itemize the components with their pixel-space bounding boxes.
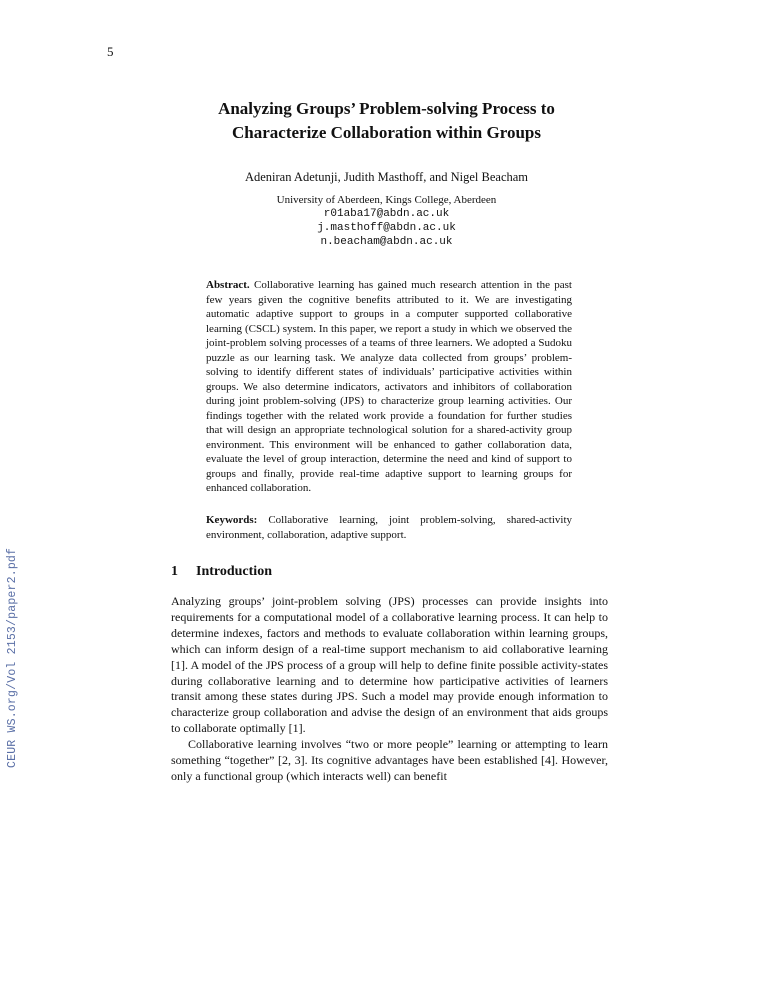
paper-title-line-2: Characterize Collaboration within Groups: [232, 123, 541, 142]
page-number: 5: [107, 44, 114, 59]
section-title: Introduction: [196, 564, 272, 579]
institution: University of Aberdeen, Kings College, Aberdeen: [276, 194, 497, 206]
abstract-text: Collaborative learning has gained much research attention in the past few years given the cognitive benefits attributed to it. We are investigating automatic adaptive support to groups in a computer supported collaborative learning (CSCL) system. In this paper, we report a study in which we observed the joint-problem solving processes of a teams of three learners. We adopted a Sudoku puzzle as our learning task. We analyze data collected from groups’ problem-solving to identify different states of individuals’ participative activities within groups. We also determine indicators, activators and inhibitors of collaboration during joint problem-solving (JPS) to characterize group learning activities. Our findings together with the related work provide a foundation for further studies that will design an appropriate technological solution for a shared-activity group environment. This environment will be enhanced to gather collaboration data, evaluate the level of group interaction, determine the need and kind of support to groups and finally, provide real-time adaptive support to learning groups for enhanced collaboration.: [206, 279, 572, 494]
keywords: [206, 513, 572, 542]
section-heading: [171, 564, 272, 580]
paper-title-line-1: Analyzing Groups’ Problem-solving Process to: [218, 99, 555, 118]
section-number: 1: [171, 564, 178, 579]
paragraph: Collaborative learning involves “two or more people” learning or attempting to learn something “together” [2, 3]. Its cognitive advantages have been established [4]. However, only a functional group (which interacts well) can benefit: [171, 737, 608, 783]
affiliation: [0, 193, 773, 249]
author-email: n.beacham@abdn.ac.uk: [320, 236, 453, 248]
keywords-label: Keywords:: [206, 514, 269, 526]
abstract: [206, 278, 572, 496]
body-text: [171, 594, 608, 785]
author-list: Adeniran Adetunji, Judith Masthoff, and Nigel Beacham: [244, 170, 529, 184]
keywords-text: Collaborative learning, joint problem-solving, shared-activity environment, collaboration, adaptive support.: [206, 514, 573, 541]
abstract-label: Abstract.: [206, 279, 254, 291]
side-stamp: CEUR WS.org/Vol 2153/paper2.pdf: [6, 547, 19, 768]
paper-title: [0, 97, 773, 145]
paragraph: Analyzing groups’ joint-problem solving (JPS) processes can provide insights into requirements for a computational model of a collaborative learning process. It can help to determine indexes, factors and methods to evaluate collaboration within learning groups, which can inform design of a real-time support mechanism to aid collaborative learning [1]. A model of the JPS process of a group will help to define finite possible activity-states during collaborative learning and to determine how participative activities of learners transit among these states during JPS. Such a model may provide enough information to characterize group collaboration and advise the design of an environment that aids groups to collaborate optimally [1].: [171, 594, 608, 736]
author-email: j.masthoff@abdn.ac.uk: [317, 222, 456, 234]
author-email: r01aba17@abdn.ac.uk: [323, 208, 450, 220]
